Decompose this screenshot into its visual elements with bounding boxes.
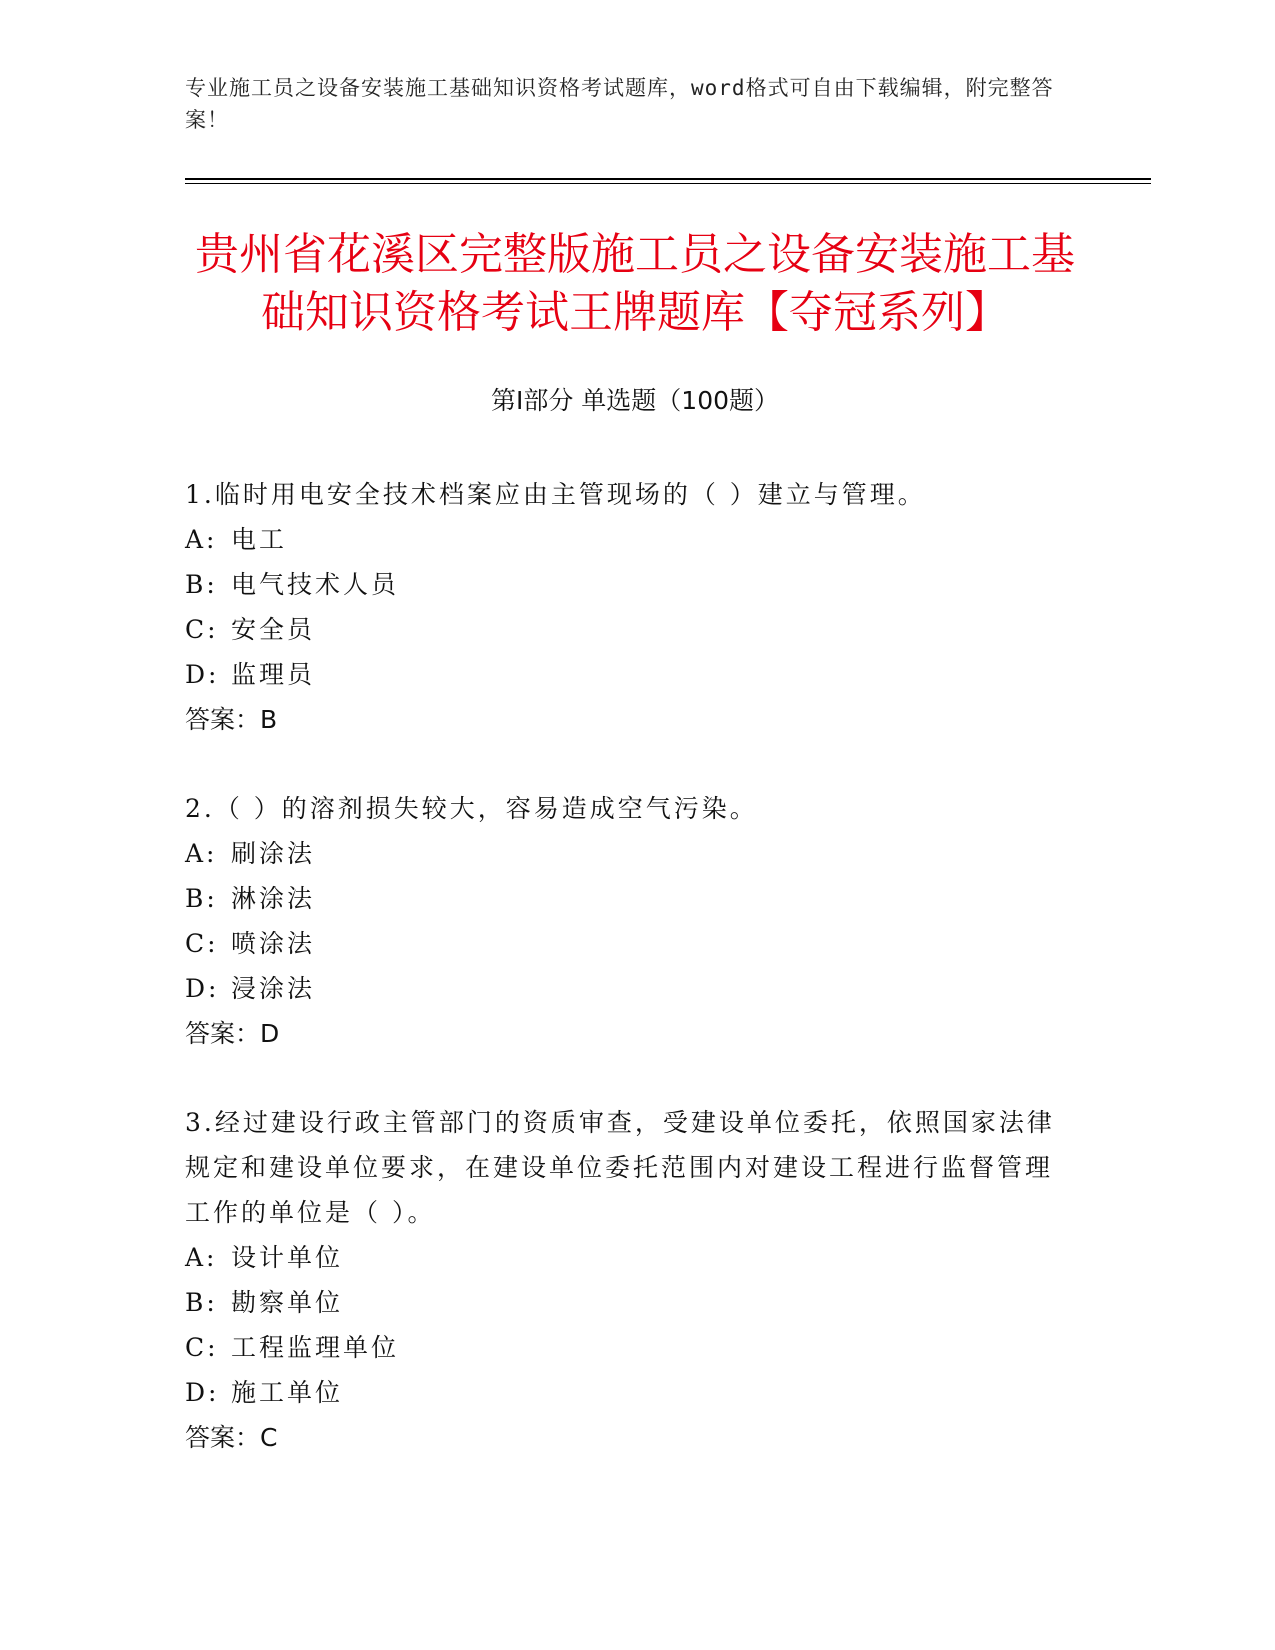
option-text: 电气技术人员 xyxy=(231,570,400,599)
option-d xyxy=(185,1370,1065,1415)
option-letter: C: xyxy=(185,1333,219,1362)
option-letter: C: xyxy=(185,929,219,958)
option-a xyxy=(185,517,1065,562)
option-text: 安全员 xyxy=(231,615,316,644)
option-d xyxy=(185,652,1065,697)
answer-value: D xyxy=(260,1019,280,1048)
option-letter: B: xyxy=(185,570,218,599)
option-c xyxy=(185,1325,1065,1370)
header-divider-thin xyxy=(185,183,1151,184)
question-stem: 2.（ ）的溶剂损失较大，容易造成空气污染。 xyxy=(185,794,758,823)
option-letter: A: xyxy=(185,839,218,868)
section-heading: 第Ⅰ部分 单选题（100题） xyxy=(490,386,780,415)
answer-line xyxy=(185,697,1065,742)
option-text: 电工 xyxy=(231,525,288,554)
header-note: 专业施工员之设备安装施工基础知识资格考试题库，word格式可自由下载编辑，附完整答案！ xyxy=(185,76,1054,132)
option-letter: D: xyxy=(185,974,220,1003)
option-c xyxy=(185,921,1065,966)
option-letter: A: xyxy=(185,1243,218,1272)
option-text: 刷涂法 xyxy=(231,839,316,868)
option-letter: D: xyxy=(185,660,220,689)
option-text: 设计单位 xyxy=(231,1243,344,1272)
answer-line xyxy=(185,1415,1065,1460)
option-a xyxy=(185,831,1065,876)
answer-label: 答案： xyxy=(185,1423,261,1452)
question-2 xyxy=(185,786,1065,1056)
answer-label: 答案： xyxy=(185,705,261,734)
option-letter: A: xyxy=(185,525,218,554)
option-b xyxy=(185,876,1065,921)
option-letter: B: xyxy=(185,884,218,913)
option-text: 淋涂法 xyxy=(231,884,316,913)
option-text: 监理员 xyxy=(231,660,316,689)
answer-line xyxy=(185,1011,1065,1056)
header-divider-thick xyxy=(185,178,1151,180)
option-text: 施工单位 xyxy=(231,1378,344,1407)
option-c xyxy=(185,607,1065,652)
option-b xyxy=(185,1280,1065,1325)
question-3 xyxy=(185,1100,1065,1460)
answer-value: B xyxy=(260,705,278,734)
option-b xyxy=(185,562,1065,607)
option-letter: B: xyxy=(185,1288,218,1317)
question-stem: 1.临时用电安全技术档案应由主管现场的（ ）建立与管理。 xyxy=(185,480,926,509)
option-a xyxy=(185,1235,1065,1280)
question-list xyxy=(185,472,1065,1504)
answer-label: 答案： xyxy=(185,1019,261,1048)
question-1 xyxy=(185,472,1065,742)
option-text: 浸涂法 xyxy=(231,974,316,1003)
document-title: 贵州省花溪区完整版施工员之设备安装施工基础知识资格考试王牌题库【夺冠系列】 xyxy=(195,229,1075,338)
question-stem: 3.经过建设行政主管部门的资质审查，受建设单位委托，依照国家法律规定和建设单位要求，在建设单位委托范围内对建设工程进行监督管理工作的单位是（ ）。 xyxy=(185,1108,1055,1227)
option-d xyxy=(185,966,1065,1011)
option-text: 喷涂法 xyxy=(231,929,316,958)
option-letter: C: xyxy=(185,615,219,644)
option-text: 勘察单位 xyxy=(231,1288,344,1317)
answer-value: C xyxy=(260,1423,278,1452)
option-text: 工程监理单位 xyxy=(231,1333,400,1362)
option-letter: D: xyxy=(185,1378,220,1407)
